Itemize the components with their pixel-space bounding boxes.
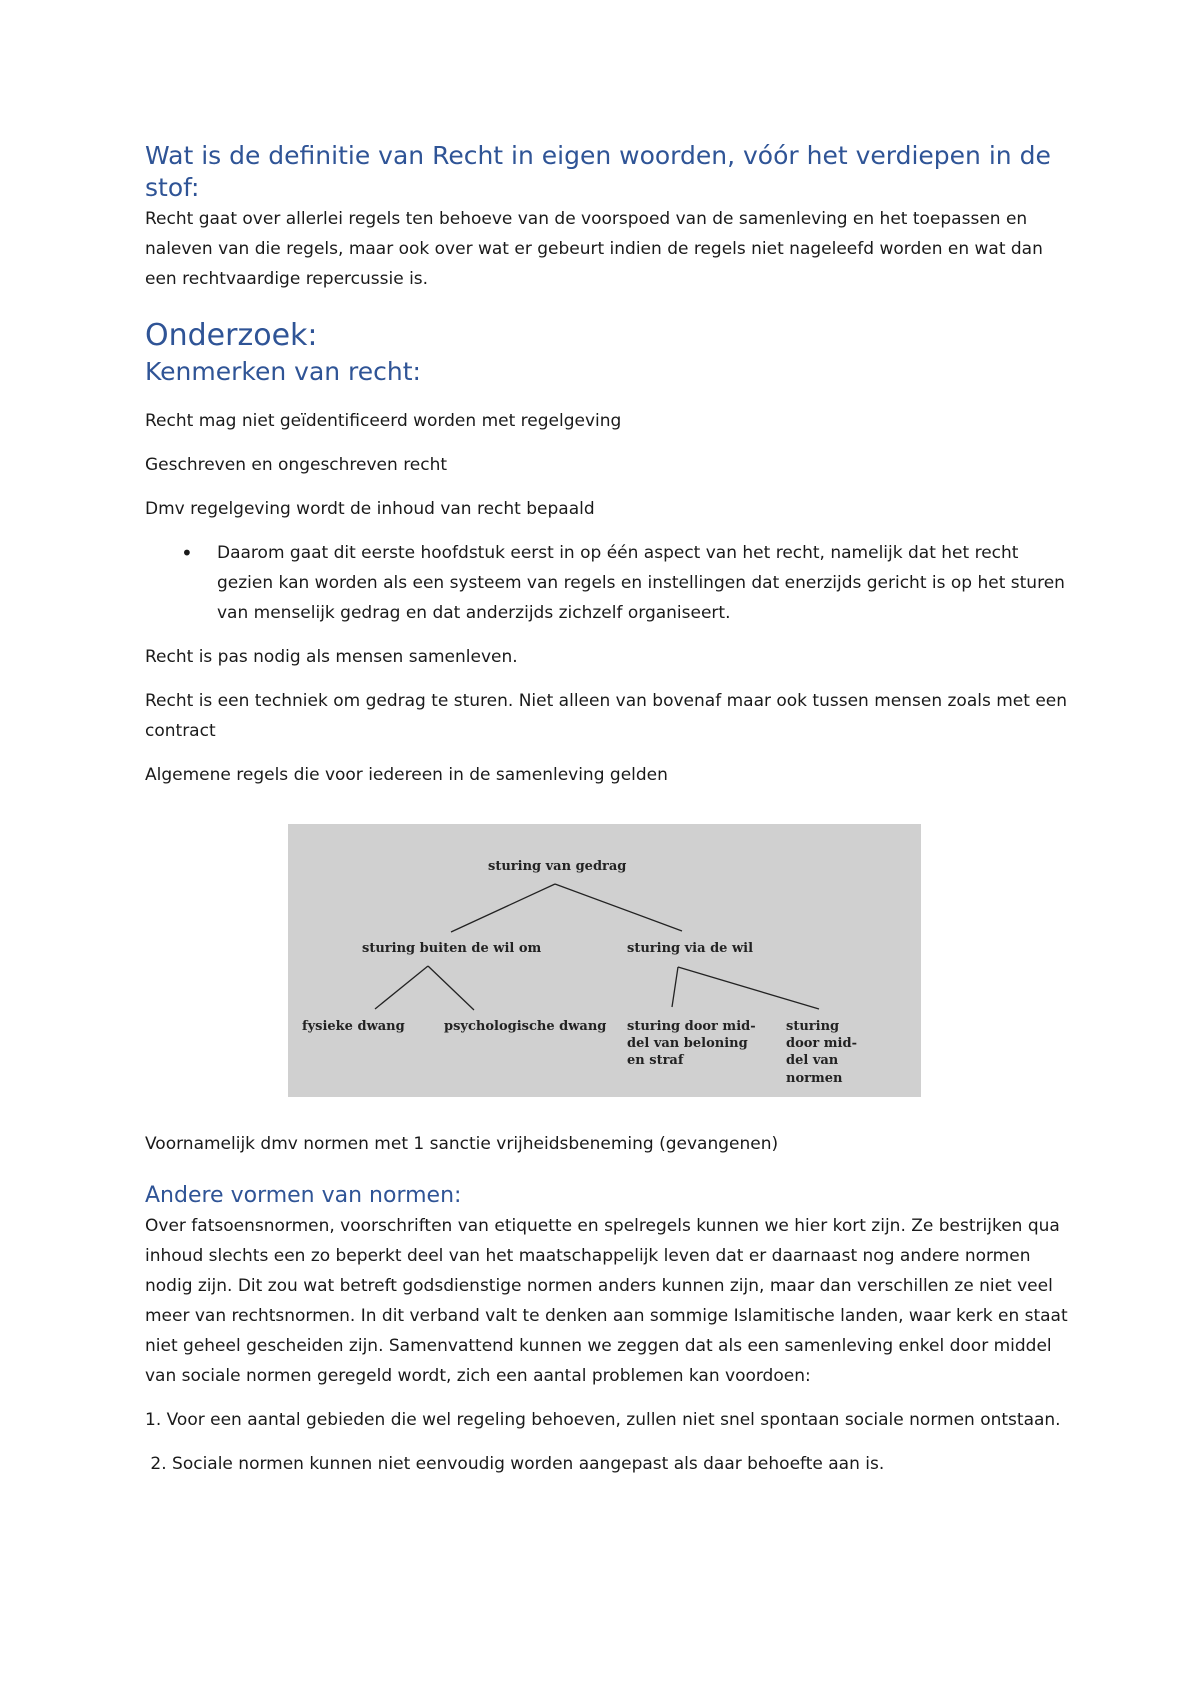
- edge-right-leaf3: [672, 967, 678, 1007]
- kenmerk-paragraph-2: Geschreven en ongeschreven recht: [145, 455, 448, 475]
- node-leaf-normen-line4: normen: [786, 1071, 843, 1086]
- intro-paragraph: Recht gaat over allerlei regels ten behoeve van de voorspoed van de samenleving en het toepassen en naleven van die regels, maar ook over wat er gebeurt indien de regels niet nageleefd worden en wat dan een rechtvaardige repercussie is.: [145, 209, 1043, 289]
- kenmerk-paragraph-5: Recht is een techniek om gedrag te sturen. Niet alleen van bovenaf maar ook tussen mensen zoals met een contract: [145, 691, 1068, 741]
- behavior-steering-diagram: [288, 824, 921, 1097]
- node-leaf-beloning-line1: sturing door mid-: [627, 1019, 756, 1034]
- kenmerk-paragraph-3: Dmv regelgeving wordt de inhoud van recht bepaald: [145, 499, 595, 519]
- edge-root-left: [451, 884, 555, 932]
- bullet-list: [145, 538, 1070, 628]
- node-leaf-psychologische: psychologische dwang: [444, 1019, 607, 1034]
- node-leaf-beloning-line2: del van beloning: [627, 1036, 748, 1051]
- diagram-svg: [288, 824, 921, 1097]
- node-left: sturing buiten de wil om: [362, 941, 542, 956]
- question-heading: Wat is de definitie van Recht in eigen woorden, vóór het verdiepen in de stof:: [145, 141, 1051, 202]
- after-diagram-paragraph: Voornamelijk dmv normen met 1 sanctie vrijheidsbeneming (gevangenen): [145, 1134, 779, 1154]
- edge-left-leaf1: [375, 966, 428, 1009]
- andere-vormen-heading: Andere vormen van normen:: [145, 1183, 462, 1208]
- onderzoek-heading: Onderzoek:: [145, 318, 318, 353]
- edge-left-leaf2: [428, 966, 474, 1010]
- node-right: sturing via de wil: [627, 941, 754, 956]
- problem-item-2: 2. Sociale normen kunnen niet eenvoudig worden aangepast als daar behoefte aan is.: [145, 1454, 885, 1474]
- bullet-item: • Daarom gaat dit eerste hoofdstuk eerst in op één aspect van het recht, namelijk dat het recht gezien kan worden als een systeem van regels en instellingen dat enerzijds gericht is op het sturen van menselijk gedrag en dat anderzijds zichzelf organiseert.: [217, 538, 1070, 628]
- andere-vormen-paragraph: Over fatsoensnormen, voorschriften van etiquette en spelregels kunnen we hier kort zijn. Ze bestrijken qua inhoud slechts een zo beperkt deel van het maatschappelijk leven dat er daarnaast nog andere normen nodig zijn. Dit zou wat betreft godsdienstige normen anders kunnen zijn, maar dan verschillen ze niet veel meer van rechtsnormen. In dit verband valt te denken aan sommige Islamitische landen, waar kerk en staat niet geheel gescheiden zijn. Samenvattend kunnen we zeggen dat als een samenleving enkel door middel van sociale normen geregeld wordt, zich een aantal problemen kan voordoen:: [145, 1216, 1068, 1386]
- node-leaf-normen-line3: del van: [786, 1053, 839, 1068]
- edge-right-leaf4: [678, 967, 819, 1009]
- problem-item-1: 1. Voor een aantal gebieden die wel regeling behoeven, zullen niet snel spontaan sociale normen ontstaan.: [145, 1410, 1061, 1430]
- edge-root-right: [555, 884, 682, 931]
- document-content: [145, 140, 1070, 1479]
- kenmerk-paragraph-6: Algemene regels die voor iedereen in de samenleving gelden: [145, 765, 668, 785]
- kenmerk-paragraph-4: Recht is pas nodig als mensen samenleven.: [145, 647, 518, 667]
- kenmerk-paragraph-1: Recht mag niet geïdentificeerd worden met regelgeving: [145, 411, 622, 431]
- kenmerken-heading: Kenmerken van recht:: [145, 357, 421, 386]
- node-leaf-beloning-line3: en straf: [627, 1053, 684, 1068]
- node-leaf-normen-line2: door mid-: [786, 1036, 857, 1051]
- node-leaf-fysieke: fysieke dwang: [302, 1019, 405, 1034]
- node-leaf-normen-line1: sturing: [786, 1019, 840, 1034]
- node-root: sturing van gedrag: [488, 859, 627, 874]
